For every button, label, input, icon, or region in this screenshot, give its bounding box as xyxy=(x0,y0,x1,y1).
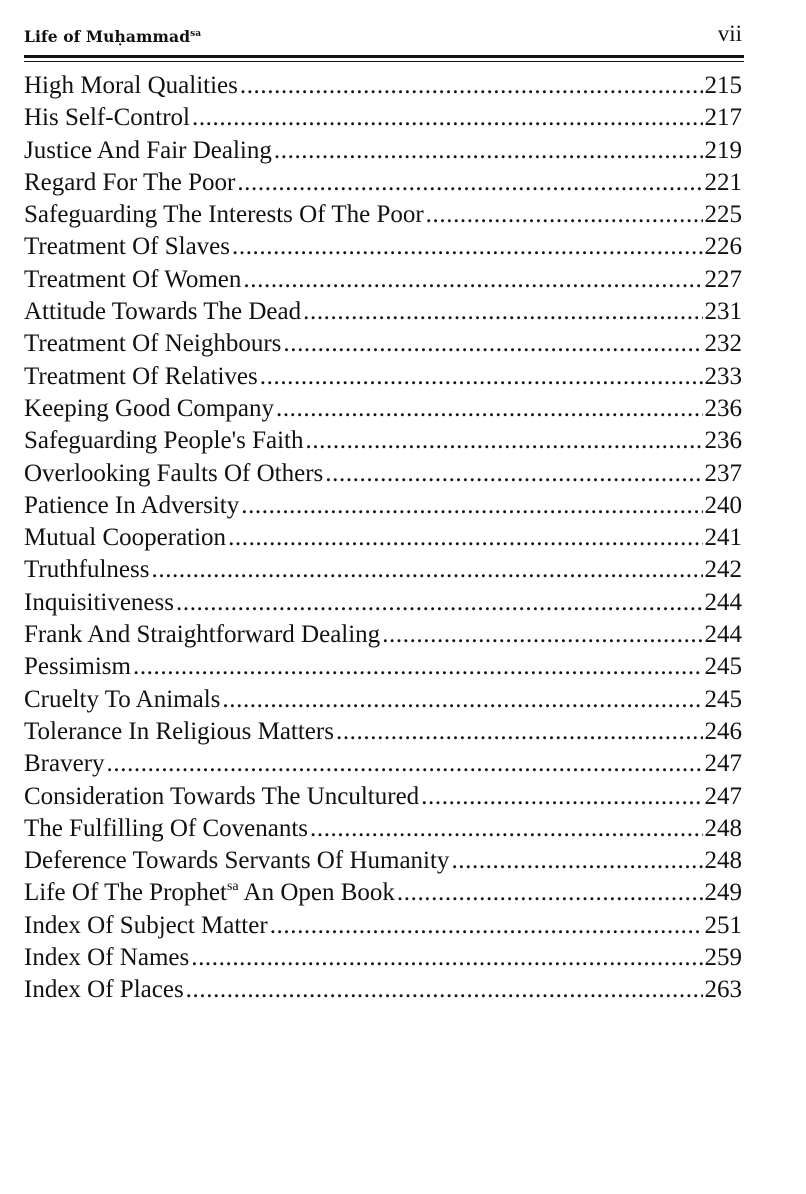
toc-entry[interactable] xyxy=(24,167,742,199)
toc-entry-title: Safeguarding People's Faith xyxy=(24,427,304,455)
toc-entry-title: Deference Towards Servants Of Humanity xyxy=(24,847,450,875)
book-title-superscript: sa xyxy=(190,29,202,39)
running-header xyxy=(24,22,742,50)
toc-entry-title: Overlooking Faults Of Others xyxy=(24,459,324,487)
dot-leader xyxy=(133,651,703,683)
toc-entry-title: Attitude Towards The Dead xyxy=(24,298,302,326)
toc-entry-page-number: 248 xyxy=(704,847,742,875)
page-number: vii xyxy=(717,21,742,46)
toc-entry-page-number: 249 xyxy=(704,879,742,907)
dot-leader xyxy=(451,845,702,877)
toc-entry-page-number: 263 xyxy=(704,976,742,1004)
table-of-contents xyxy=(24,70,742,1007)
dot-leader xyxy=(270,910,703,942)
dot-leader xyxy=(283,328,702,360)
dot-leader xyxy=(260,361,703,393)
toc-entry-title: Keeping Good Company xyxy=(24,394,274,422)
header-rule-thin xyxy=(24,61,744,62)
dot-leader xyxy=(243,264,702,296)
toc-entry-title: Index Of Subject Matter xyxy=(24,911,268,939)
toc-entry[interactable] xyxy=(24,974,742,1006)
dot-leader xyxy=(336,716,703,748)
toc-entry[interactable] xyxy=(24,554,742,586)
header-rule-thick xyxy=(24,55,744,58)
toc-entry-page-number: 219 xyxy=(704,136,742,164)
toc-entry-page-number: 236 xyxy=(704,394,742,422)
toc-entry-title: The Fulfilling Of Covenants xyxy=(24,814,308,842)
toc-entry[interactable] xyxy=(24,910,742,942)
dot-leader xyxy=(222,684,702,716)
dot-leader xyxy=(241,490,702,522)
dot-leader xyxy=(232,231,703,263)
dot-leader xyxy=(397,877,703,909)
toc-entry[interactable] xyxy=(24,587,742,619)
dot-leader xyxy=(186,974,703,1006)
toc-entry[interactable] xyxy=(24,845,742,877)
dot-leader xyxy=(421,781,702,813)
toc-entry[interactable] xyxy=(24,619,742,651)
toc-entry[interactable] xyxy=(24,199,742,231)
toc-entry-page-number: 248 xyxy=(704,814,742,842)
dot-leader xyxy=(276,393,703,425)
dot-leader xyxy=(240,70,703,102)
book-title: Life of Muḥammad$^{sa}$ xyxy=(24,27,202,46)
toc-entry[interactable] xyxy=(24,458,742,490)
toc-entry[interactable] xyxy=(24,328,742,360)
toc-entry-title: Consideration Towards The Uncultured xyxy=(24,782,420,810)
toc-entry-title: Safeguarding The Interests Of The Poor xyxy=(24,201,424,229)
toc-entry-page-number: 259 xyxy=(704,944,742,972)
toc-entry-superscript: sa xyxy=(226,879,239,895)
toc-entry[interactable] xyxy=(24,716,742,748)
toc-entry-title: Frank And Straightforward Dealing xyxy=(24,621,381,649)
toc-entry-title: Mutual Cooperation xyxy=(24,524,227,552)
toc-entry-page-number: 237 xyxy=(704,459,742,487)
toc-entry[interactable] xyxy=(24,296,742,328)
toc-entry-page-number: 226 xyxy=(704,233,742,261)
toc-entry[interactable] xyxy=(24,651,742,683)
toc-entry[interactable] xyxy=(24,522,742,554)
toc-entry-page-number: 244 xyxy=(704,621,742,649)
toc-entry[interactable] xyxy=(24,425,742,457)
toc-entry-page-number: 244 xyxy=(704,588,742,616)
toc-entry[interactable] xyxy=(24,393,742,425)
dot-leader xyxy=(176,587,703,619)
toc-entry-title: Patience In Adversity xyxy=(24,491,240,519)
toc-entry-title: Index Of Names xyxy=(24,944,190,972)
toc-entry-page-number: 242 xyxy=(704,556,742,584)
dot-leader xyxy=(325,458,702,490)
toc-entry-title: Treatment Of Slaves xyxy=(24,233,230,261)
dot-leader xyxy=(274,135,703,167)
dot-leader xyxy=(237,167,702,199)
toc-entry-page-number: 240 xyxy=(704,491,742,519)
toc-entry[interactable] xyxy=(24,748,742,780)
toc-entry-page-number: 215 xyxy=(704,72,742,99)
toc-entry-page-number: 245 xyxy=(704,653,742,681)
toc-entry[interactable] xyxy=(24,102,742,134)
dot-leader xyxy=(305,425,702,457)
dot-leader xyxy=(192,102,703,134)
toc-entry-title: Regard For The Poor xyxy=(24,168,236,196)
dot-leader xyxy=(191,942,702,974)
dot-leader xyxy=(152,554,703,586)
toc-entry[interactable] xyxy=(24,361,742,393)
toc-entry[interactable] xyxy=(24,813,742,845)
toc-entry-title: Cruelty To Animals xyxy=(24,685,221,713)
toc-entry-title: Truthfulness xyxy=(24,556,150,584)
toc-entry[interactable] xyxy=(24,70,742,102)
toc-entry[interactable] xyxy=(24,231,742,263)
toc-entry[interactable] xyxy=(24,135,742,167)
toc-entry-page-number: 225 xyxy=(704,201,742,229)
dot-leader xyxy=(303,296,702,328)
toc-entry-title: Justice And Fair Dealing xyxy=(24,136,272,164)
toc-entry[interactable] xyxy=(24,942,742,974)
toc-entry-page-number: 233 xyxy=(704,362,742,390)
toc-entry-title: High Moral Qualities xyxy=(24,72,238,99)
toc-entry-title: Inquisitiveness xyxy=(24,588,174,616)
toc-entry-title: Tolerance In Religious Matters xyxy=(24,717,334,745)
toc-entry-page-number: 231 xyxy=(704,298,742,326)
toc-entry[interactable] xyxy=(24,781,742,813)
toc-entry-title: Index Of Places xyxy=(24,976,184,1004)
toc-entry-title: Pessimism xyxy=(24,653,131,681)
toc-entry-page-number: 251 xyxy=(704,911,742,939)
dot-leader xyxy=(310,813,703,845)
dot-leader xyxy=(426,199,703,231)
toc-entry[interactable] xyxy=(24,877,742,909)
toc-entry-page-number: 221 xyxy=(704,168,742,196)
toc-entry-page-number: 227 xyxy=(704,265,742,293)
toc-entry-title: Bravery xyxy=(24,750,105,778)
toc-entry-page-number: 217 xyxy=(704,104,742,132)
toc-entry[interactable] xyxy=(24,684,742,716)
toc-entry-page-number: 232 xyxy=(704,330,742,358)
toc-entry-page-number: 245 xyxy=(704,685,742,713)
toc-entry-page-number: 247 xyxy=(704,750,742,778)
toc-entry-title: Treatment Of Neighbours xyxy=(24,330,282,358)
toc-entry-title: His Self-Control xyxy=(24,104,190,132)
dot-leader xyxy=(382,619,702,651)
toc-entry-title: Life Of The Prophet$^{sa}$ An Open Book xyxy=(24,879,395,907)
toc-entry-page-number: 246 xyxy=(704,717,742,745)
toc-entry-page-number: 247 xyxy=(704,782,742,810)
dot-leader xyxy=(107,748,703,780)
toc-entry-title: Treatment Of Relatives xyxy=(24,362,258,390)
toc-entry[interactable] xyxy=(24,264,742,296)
toc-entry-title: Treatment Of Women xyxy=(24,265,242,293)
toc-entry[interactable] xyxy=(24,490,742,522)
toc-entry-page-number: 236 xyxy=(704,427,742,455)
toc-entry-page-number: 241 xyxy=(704,524,742,552)
dot-leader xyxy=(228,522,702,554)
